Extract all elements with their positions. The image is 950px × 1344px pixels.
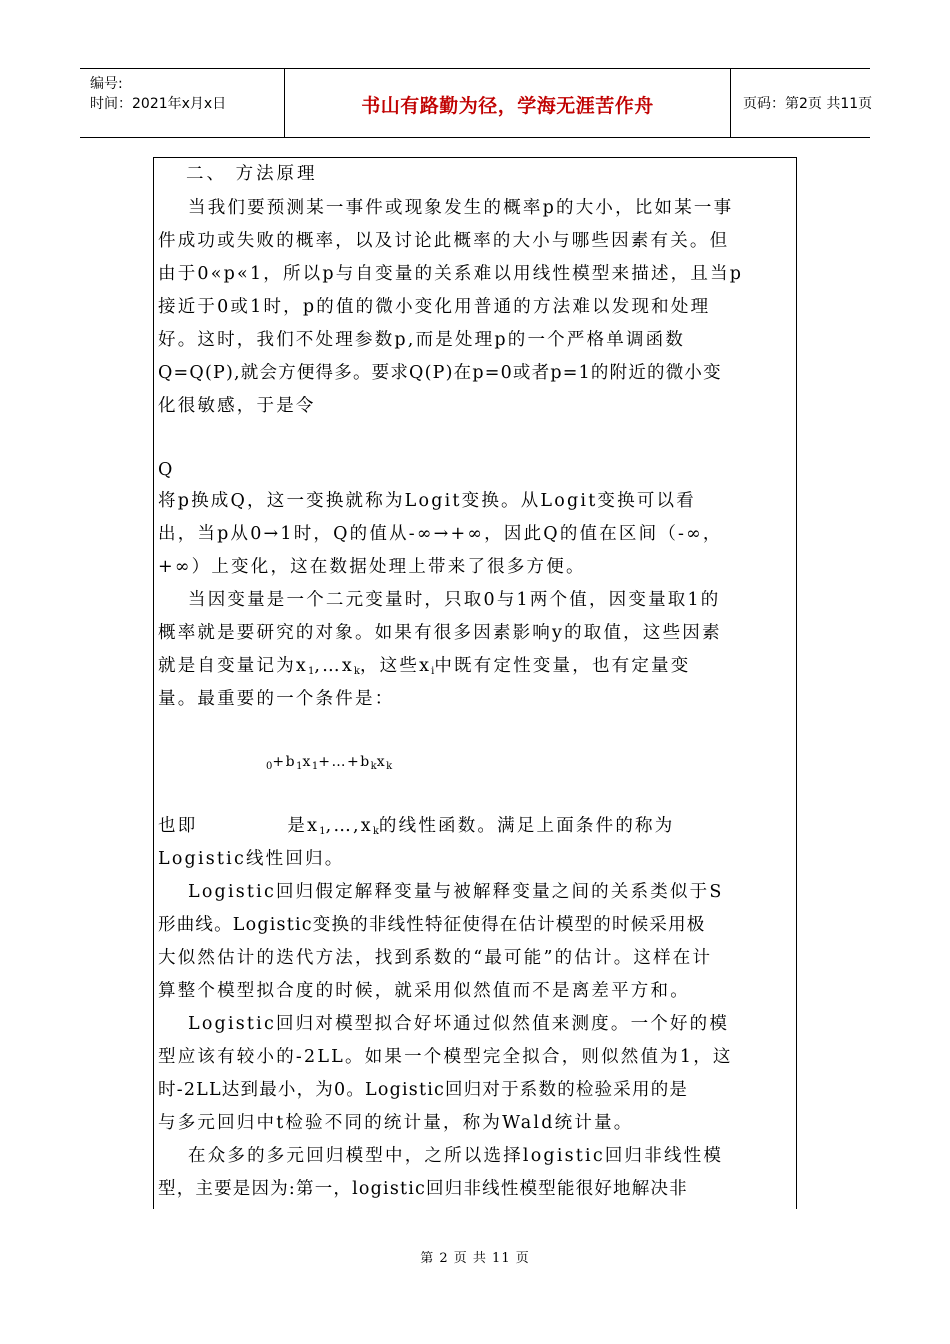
header-page-cell <box>731 69 873 137</box>
text-line: Logistic回归假定解释变量与被解释变量之间的关系类似于S <box>188 882 724 902</box>
text-line: 形曲线。Logistic变换的非线性特征使得在估计模型的时候采用极 <box>158 915 706 935</box>
subscript: 0 <box>266 761 273 772</box>
subscript: k <box>370 761 377 772</box>
formula-fragment: +…+b <box>318 754 371 770</box>
page-header <box>80 68 873 138</box>
formula-q: Q <box>158 460 173 480</box>
formula-fragment: +b <box>272 754 297 770</box>
section-heading: 二、 方法原理 <box>186 164 318 184</box>
formula-fragment: x <box>376 754 387 770</box>
formula-fragment: x <box>302 754 312 770</box>
text-line: 当我们要预测某一事件或现象发生的概率p的大小，比如某一事 <box>188 198 734 218</box>
text-line <box>158 656 690 682</box>
subscript: 1 <box>296 761 303 772</box>
text-line: Q=Q(P),就会方便得多。要求Q(P)在p=0或者p=1的附近的微小变 <box>158 363 722 383</box>
text-line: 将p换成Q，这一变换就称为Logit变换。从Logit变换可以看 <box>158 491 696 511</box>
text-line: 与多元回归中t检验不同的统计量，称为Wald统计量。 <box>158 1113 634 1133</box>
linear-formula <box>266 754 392 772</box>
header-info-cell <box>80 69 285 137</box>
text-line: 型应该有较小的-2LL。如果一个模型完全拟合，则似然值为1，这 <box>158 1047 733 1067</box>
header-motto-cell <box>285 69 731 137</box>
text-line: 量。最重要的一个条件是： <box>158 689 395 709</box>
text-line: 算整个模型拟合度的时候，就采用似然值而不是离差平方和。 <box>158 981 690 1001</box>
text-line: 型，主要是因为:第一，logistic回归非线性模型能很好地解决非 <box>158 1179 688 1199</box>
text-line: 大似然估计的迭代方法，找到系数的“最可能”的估计。这样在计 <box>158 948 713 968</box>
subscript: i <box>431 666 435 677</box>
time-label: 时间：2021年x月x日 <box>90 96 227 112</box>
text-fragment: ，这些x <box>359 656 432 676</box>
text-line: 概率就是要研究的对象。如果有很多因素影响y的取值，这些因素 <box>158 623 722 643</box>
text-fragment: 也即 <box>158 816 198 836</box>
subscript: 1 <box>319 826 326 837</box>
text-line: 接近于0或1时，p的值的微小变化用普通的方法难以发现和处理 <box>158 297 711 317</box>
text-line: 好。这时，我们不处理参数p,而是处理p的一个严格单调函数 <box>158 330 686 350</box>
text-line: 时-2LL达到最小，为0。Logistic回归对于系数的检验采用的是 <box>158 1080 689 1100</box>
text-line: 当因变量是一个二元变量时，只取0与1两个值，因变量取1的 <box>188 590 721 610</box>
text-fragment: 是x <box>287 816 320 836</box>
text-line: +∞）上变化，这在数据处理上带来了很多方便。 <box>158 557 586 577</box>
text-fragment: 就是自变量记为x <box>158 656 308 676</box>
text-fragment: 的线性函数。满足上面条件的称为 <box>378 816 675 836</box>
content-frame <box>153 157 797 1209</box>
text-line: 化很敏感，于是令 <box>158 396 316 416</box>
text-fragment: ,…,x <box>325 816 373 836</box>
subscript: 1 <box>311 761 319 772</box>
text-line: Logistic线性回归。 <box>158 849 345 869</box>
text-line: 在众多的多元回归模型中，之所以选择logistic回归非线性模 <box>188 1146 724 1166</box>
subscript: k <box>386 761 393 772</box>
text-fragment: ,…x <box>314 656 354 676</box>
text-line: Logistic回归对模型拟合好坏通过似然值来测度。一个好的模 <box>188 1014 730 1034</box>
text-line <box>158 816 674 842</box>
motto: 书山有路勤为径，学海无涯苦作舟 <box>361 95 654 117</box>
subscript: k <box>353 666 360 677</box>
number-label: 编号: <box>90 76 123 92</box>
text-line: 件成功或失败的概率，以及讨论此概率的大小与哪些因素有关。但 <box>158 231 730 251</box>
subscript: 1 <box>307 666 315 677</box>
page-info: 页码：第2页 共11页 <box>743 96 873 112</box>
subscript: k <box>372 826 379 837</box>
text-line: 由于0«p«1，所以p与自变量的关系难以用线性模型来描述，且当p <box>158 264 744 284</box>
text-fragment: 中既有定性变量，也有定量变 <box>434 656 691 676</box>
text-line: 出，当p从0→1时，Q的值从-∞→+∞，因此Q的值在区间（-∞， <box>158 524 723 544</box>
page-footer: 第 2 页 共 11 页 <box>420 1251 530 1266</box>
